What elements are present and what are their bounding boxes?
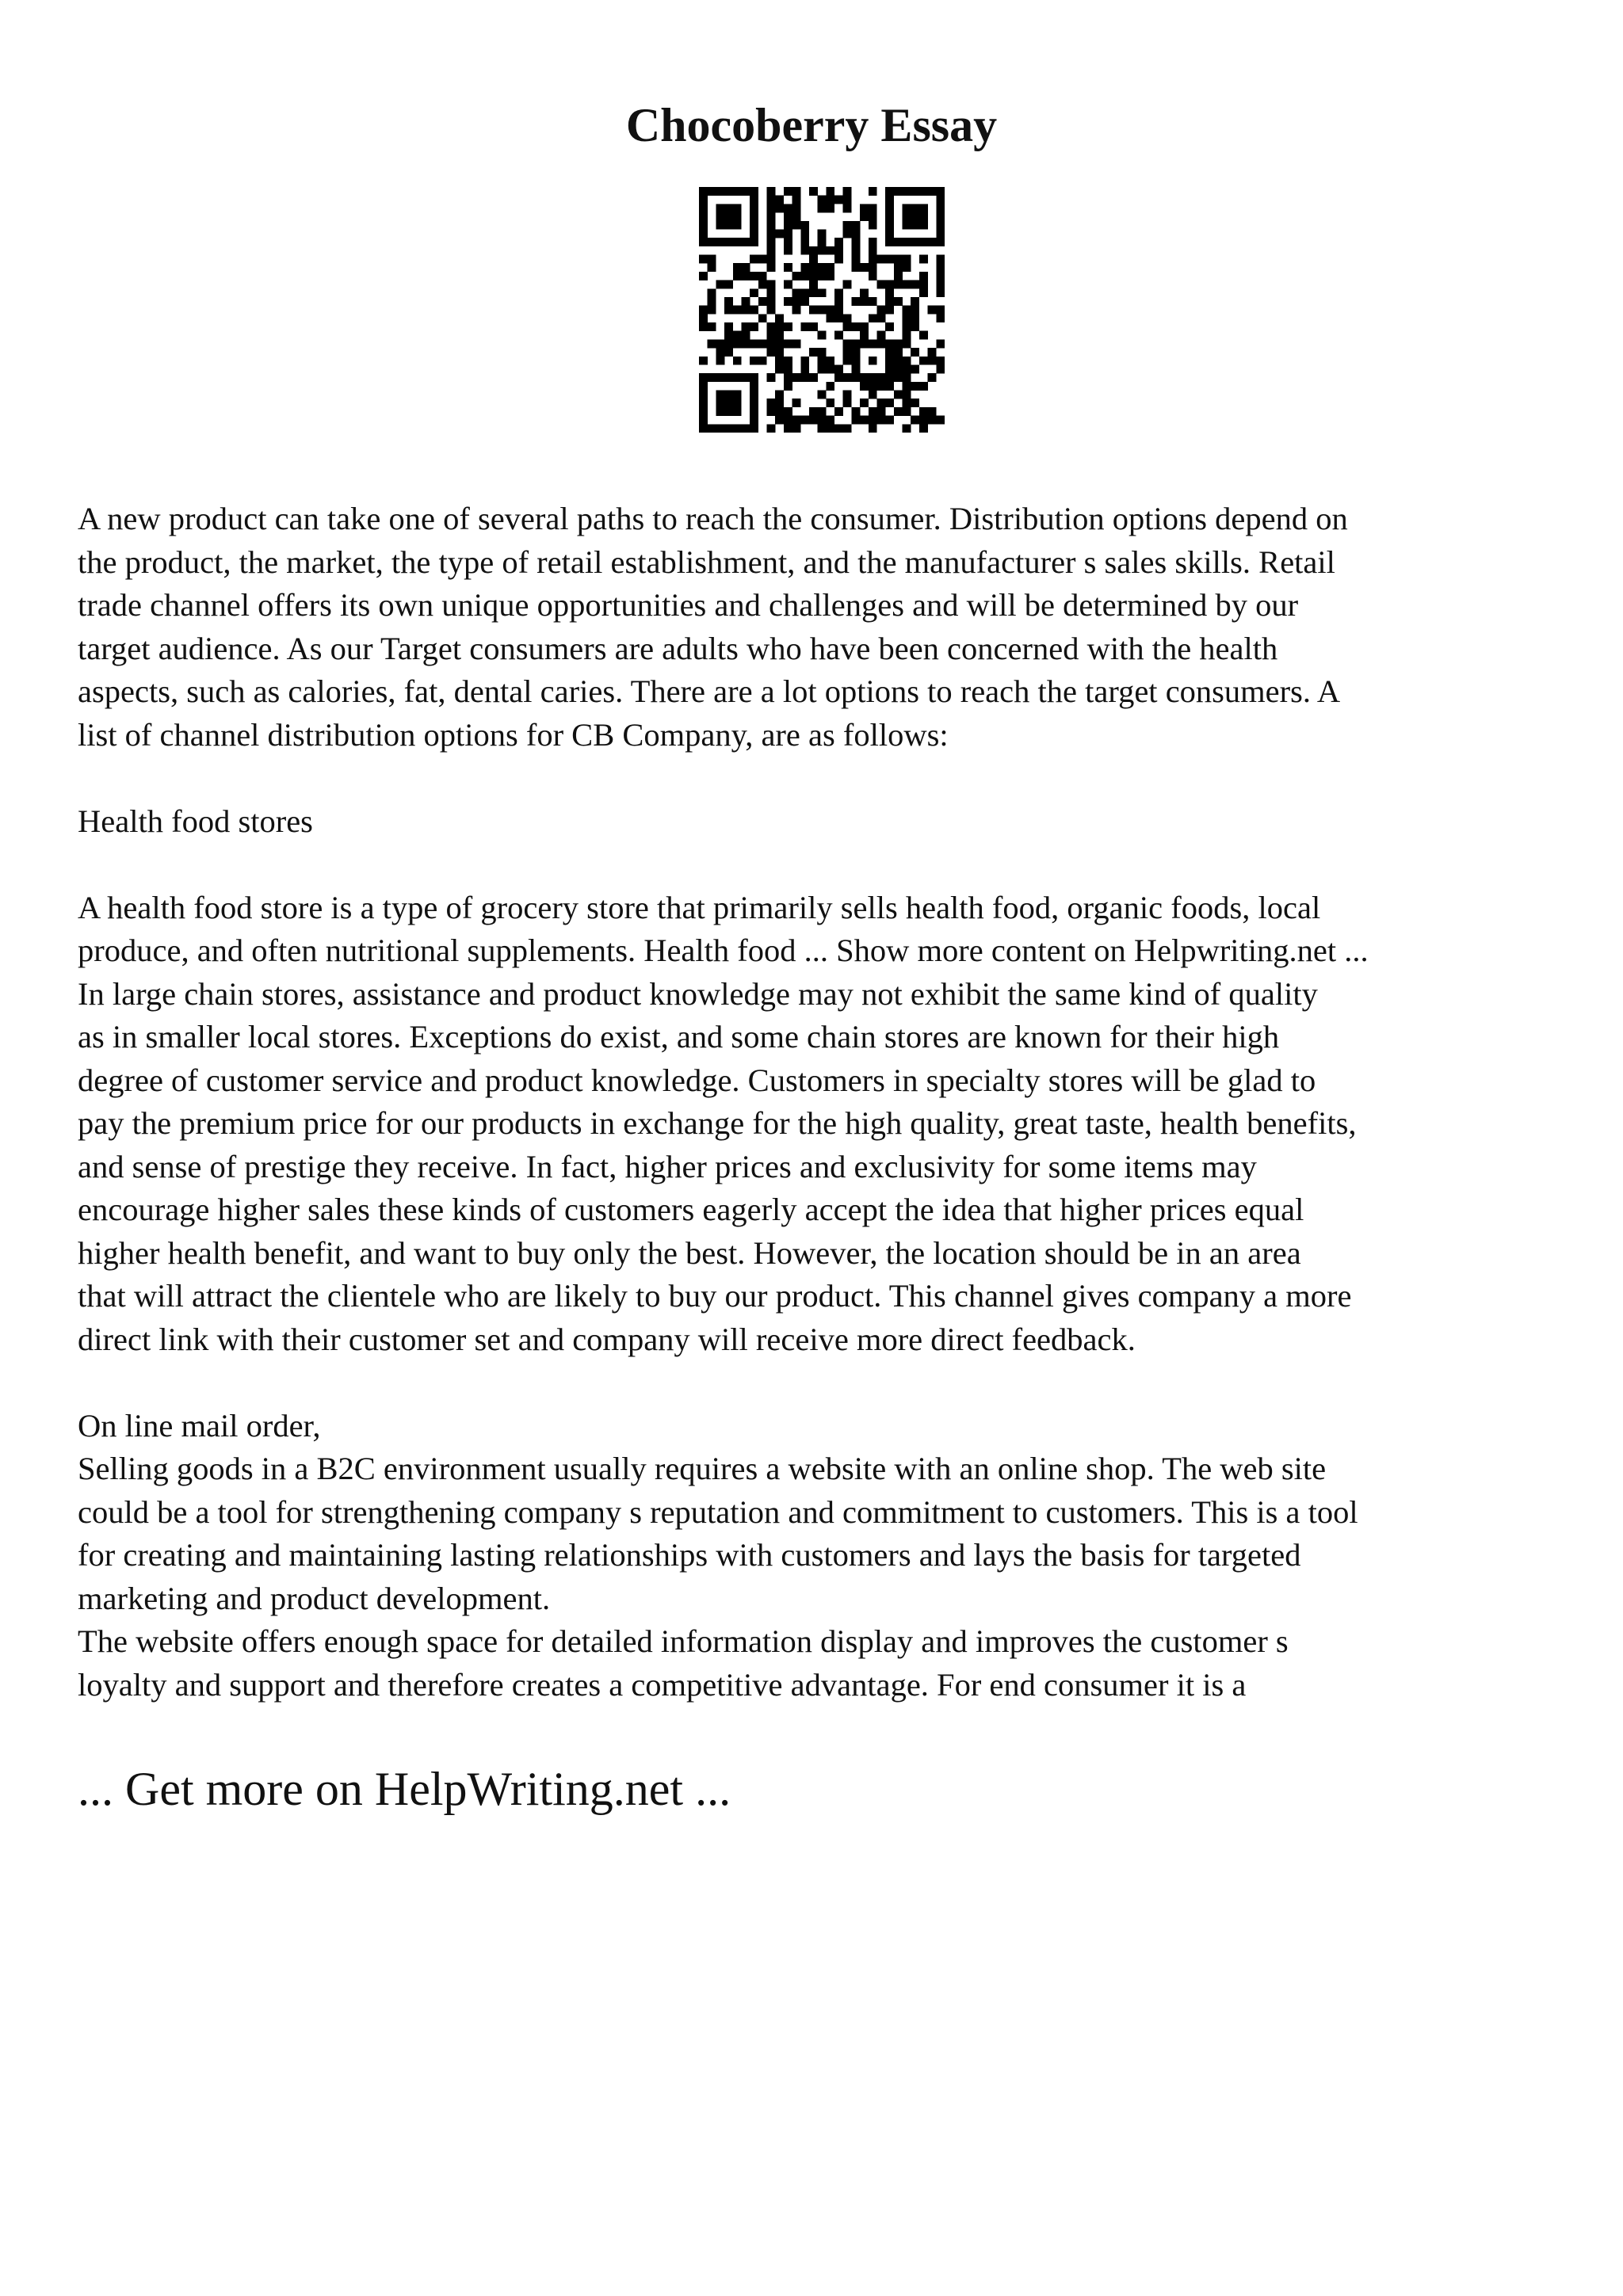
text-line: for creating and maintaining lasting relationships with customers and lays the basis for targeted: [78, 1537, 1301, 1573]
paragraph-gap: [78, 843, 1568, 887]
text-line: as in smaller local stores. Exceptions do exist, and some chain stores are known for their high: [78, 1019, 1280, 1055]
text-line: degree of customer service and product knowledge. Customers in specialty stores will be glad to: [78, 1062, 1316, 1098]
text-line: produce, and often nutritional supplements. Health food ... Show more content on Helpwriting.net ...: [78, 933, 1369, 968]
text-line: and sense of prestige they receive. In fact, higher prices and exclusivity for some items may: [78, 1148, 1257, 1184]
qr-code-icon[interactable]: [699, 187, 945, 433]
text-line: higher health benefit, and want to buy only the best. However, the location should be in an area: [78, 1234, 1301, 1271]
text-line: could be a tool for strengthening company s reputation and commitment to customers. This is a tool: [78, 1493, 1358, 1530]
text-line: that will attract the clientele who are likely to buy our product. This channel gives company a more: [78, 1278, 1352, 1314]
text-line: A health food store is a type of grocery store that primarily sells health food, organic foods, local: [78, 889, 1321, 925]
text-line: In large chain stores, assistance and product knowledge may not exhibit the same kind of quality: [78, 975, 1318, 1012]
text-line: A new product can take one of several paths to reach the consumer. Distribution options depend on: [78, 501, 1348, 536]
text-line: The website offers enough space for detailed information display and improves the customer s: [78, 1623, 1289, 1659]
text-line: aspects, such as calories, fat, dental caries. There are a lot options to reach the target consumers. A: [78, 673, 1341, 709]
qr-code-graphic: [699, 187, 945, 433]
paragraph-gap: [78, 757, 1568, 800]
text-line: loyalty and support and therefore creates a competitive advantage. For end consumer it is a: [78, 1666, 1247, 1703]
text-line: marketing and product development.: [78, 1580, 551, 1616]
text-line: Selling goods in a B2C environment usually requires a website with an online shop. The web site: [78, 1451, 1327, 1486]
text-line: Health food stores: [78, 803, 313, 839]
text-line: target audience. As our Target consumers are adults who have been concerned with the health: [78, 630, 1278, 666]
text-line: list of channel distribution options for CB Company, are as follows:: [78, 716, 949, 753]
paragraph-gap: [78, 1361, 1568, 1405]
text-line: the product, the market, the type of retail establishment, and the manufacturer s sales skills. Retail: [78, 543, 1335, 580]
essay-body: [78, 498, 1568, 1707]
document-title: Chocoberry Essay: [625, 99, 998, 151]
get-more-link[interactable]: ... Get more on HelpWriting.net ...: [78, 1763, 731, 1815]
text-line: direct link with their customer set and company will receive more direct feedback.: [78, 1321, 1136, 1357]
text-line: trade channel offers its own unique opportunities and challenges and will be determined by our: [78, 587, 1299, 623]
text-line: pay the premium price for our products in exchange for the high quality, great taste, health benefits,: [78, 1105, 1357, 1141]
text-line: encourage higher sales these kinds of customers eagerly accept the idea that higher prices equal: [78, 1192, 1304, 1227]
text-line: On line mail order,: [78, 1407, 321, 1444]
